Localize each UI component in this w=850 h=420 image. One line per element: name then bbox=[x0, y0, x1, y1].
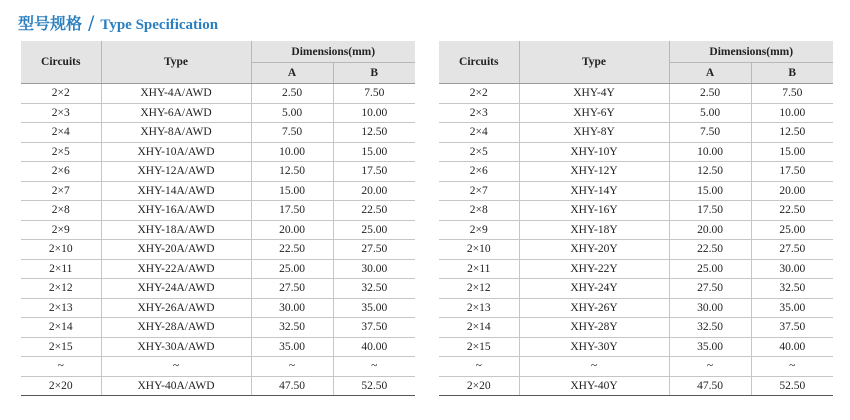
cell-dim-b: 27.50 bbox=[333, 240, 415, 260]
cell-dim-a: 12.50 bbox=[669, 162, 751, 182]
cell-type: XHY-20A/AWD bbox=[101, 240, 251, 260]
cell-circuits: 2×3 bbox=[439, 103, 519, 123]
cell-circuits: 2×20 bbox=[439, 376, 519, 396]
cell-dim-a: 35.00 bbox=[251, 337, 333, 357]
cell-dim-a: 17.50 bbox=[669, 201, 751, 221]
cell-dim-b: 40.00 bbox=[751, 337, 833, 357]
cell-dim-a: 27.50 bbox=[669, 279, 751, 299]
table-row bbox=[21, 220, 415, 240]
cell-circuits: 2×6 bbox=[21, 162, 101, 182]
cell-type: XHY-26Y bbox=[519, 298, 669, 318]
cell-type: ~ bbox=[101, 357, 251, 377]
cell-circuits: 2×15 bbox=[439, 337, 519, 357]
header-dim-b: B bbox=[751, 63, 833, 84]
table-row bbox=[21, 84, 415, 104]
table-row bbox=[21, 298, 415, 318]
cell-dim-b: 15.00 bbox=[333, 142, 415, 162]
cell-circuits: 2×9 bbox=[439, 220, 519, 240]
table-row bbox=[439, 259, 833, 279]
cell-dim-a: 30.00 bbox=[251, 298, 333, 318]
table-row bbox=[21, 279, 415, 299]
cell-dim-a: 25.00 bbox=[669, 259, 751, 279]
cell-circuits: 2×12 bbox=[21, 279, 101, 299]
table-row bbox=[21, 201, 415, 221]
table-row bbox=[439, 337, 833, 357]
cell-circuits: 2×4 bbox=[439, 123, 519, 143]
table-row bbox=[439, 376, 833, 396]
header-dimensions: Dimensions(mm) bbox=[669, 41, 833, 63]
cell-circuits: 2×8 bbox=[439, 201, 519, 221]
cell-dim-b: 10.00 bbox=[333, 103, 415, 123]
cell-type: XHY-12Y bbox=[519, 162, 669, 182]
cell-type: ~ bbox=[519, 357, 669, 377]
cell-dim-b: 25.00 bbox=[333, 220, 415, 240]
cell-dim-b: 7.50 bbox=[751, 84, 833, 104]
cell-dim-b: 22.50 bbox=[333, 201, 415, 221]
table-row bbox=[439, 298, 833, 318]
cell-dim-b: 27.50 bbox=[751, 240, 833, 260]
table-row bbox=[21, 240, 415, 260]
cell-dim-a: 5.00 bbox=[669, 103, 751, 123]
cell-circuits: 2×4 bbox=[21, 123, 101, 143]
table-row bbox=[439, 220, 833, 240]
cell-type: XHY-28A/AWD bbox=[101, 318, 251, 338]
cell-dim-b: 15.00 bbox=[751, 142, 833, 162]
cell-type: XHY-28Y bbox=[519, 318, 669, 338]
cell-dim-b: 7.50 bbox=[333, 84, 415, 104]
table-row bbox=[439, 181, 833, 201]
cell-circuits: 2×10 bbox=[21, 240, 101, 260]
cell-dim-b: 30.00 bbox=[333, 259, 415, 279]
table-row bbox=[21, 162, 415, 182]
cell-dim-b: 10.00 bbox=[751, 103, 833, 123]
title-chinese: 型号规格 bbox=[18, 14, 83, 33]
cell-dim-a: 35.00 bbox=[669, 337, 751, 357]
cell-circuits: 2×9 bbox=[21, 220, 101, 240]
cell-type: XHY-4Y bbox=[519, 84, 669, 104]
cell-dim-b: 52.50 bbox=[751, 376, 833, 396]
cell-dim-b: ~ bbox=[333, 357, 415, 377]
cell-type: XHY-22Y bbox=[519, 259, 669, 279]
table-row bbox=[439, 318, 833, 338]
cell-dim-a: ~ bbox=[251, 357, 333, 377]
cell-circuits: 2×10 bbox=[439, 240, 519, 260]
cell-dim-a: 27.50 bbox=[251, 279, 333, 299]
cell-dim-b: 40.00 bbox=[333, 337, 415, 357]
cell-type: XHY-6A/AWD bbox=[101, 103, 251, 123]
header-type: Type bbox=[519, 41, 669, 84]
cell-type: XHY-26A/AWD bbox=[101, 298, 251, 318]
cell-dim-a: 22.50 bbox=[669, 240, 751, 260]
table-row bbox=[439, 357, 833, 377]
cell-dim-a: 10.00 bbox=[251, 142, 333, 162]
cell-dim-b: 22.50 bbox=[751, 201, 833, 221]
cell-dim-a: 10.00 bbox=[669, 142, 751, 162]
cell-circuits: 2×7 bbox=[21, 181, 101, 201]
cell-dim-a: 17.50 bbox=[251, 201, 333, 221]
table-row bbox=[439, 279, 833, 299]
cell-type: XHY-18A/AWD bbox=[101, 220, 251, 240]
cell-type: XHY-30A/AWD bbox=[101, 337, 251, 357]
cell-dim-a: 12.50 bbox=[251, 162, 333, 182]
cell-circuits: 2×13 bbox=[439, 298, 519, 318]
table-row bbox=[439, 240, 833, 260]
cell-dim-b: 52.50 bbox=[333, 376, 415, 396]
cell-circuits: 2×13 bbox=[21, 298, 101, 318]
cell-circuits: 2×12 bbox=[439, 279, 519, 299]
cell-dim-a: 20.00 bbox=[251, 220, 333, 240]
cell-circuits: 2×15 bbox=[21, 337, 101, 357]
cell-dim-b: 32.50 bbox=[333, 279, 415, 299]
cell-dim-b: 35.00 bbox=[751, 298, 833, 318]
cell-dim-b: 12.50 bbox=[751, 123, 833, 143]
cell-dim-a: 20.00 bbox=[669, 220, 751, 240]
table-row bbox=[439, 103, 833, 123]
table-row bbox=[439, 142, 833, 162]
cell-dim-a: 22.50 bbox=[251, 240, 333, 260]
table-row bbox=[439, 84, 833, 104]
header-dim-b: B bbox=[333, 63, 415, 84]
cell-dim-a: 2.50 bbox=[669, 84, 751, 104]
cell-dim-a: 7.50 bbox=[669, 123, 751, 143]
table-row bbox=[439, 123, 833, 143]
cell-circuits: 2×7 bbox=[439, 181, 519, 201]
cell-circuits: 2×8 bbox=[21, 201, 101, 221]
table-row bbox=[21, 123, 415, 143]
cell-circuits: 2×5 bbox=[21, 142, 101, 162]
table-row bbox=[439, 162, 833, 182]
cell-circuits: 2×11 bbox=[21, 259, 101, 279]
title-english: Type Specification bbox=[100, 17, 219, 33]
table-row bbox=[439, 201, 833, 221]
cell-type: XHY-4A/AWD bbox=[101, 84, 251, 104]
cell-dim-a: 15.00 bbox=[669, 181, 751, 201]
cell-circuits: 2×2 bbox=[439, 84, 519, 104]
cell-type: XHY-8A/AWD bbox=[101, 123, 251, 143]
cell-type: XHY-24Y bbox=[519, 279, 669, 299]
header-dim-a: A bbox=[251, 63, 333, 84]
cell-dim-b: 30.00 bbox=[751, 259, 833, 279]
cell-type: XHY-8Y bbox=[519, 123, 669, 143]
cell-circuits: 2×6 bbox=[439, 162, 519, 182]
cell-circuits: 2×2 bbox=[21, 84, 101, 104]
cell-dim-a: 47.50 bbox=[669, 376, 751, 396]
cell-circuits: ~ bbox=[439, 357, 519, 377]
table-row bbox=[21, 376, 415, 396]
cell-dim-a: 15.00 bbox=[251, 181, 333, 201]
cell-dim-b: 17.50 bbox=[333, 162, 415, 182]
cell-type: XHY-22A/AWD bbox=[101, 259, 251, 279]
header-dim-a: A bbox=[669, 63, 751, 84]
cell-dim-a: 7.50 bbox=[251, 123, 333, 143]
cell-circuits: 2×20 bbox=[21, 376, 101, 396]
cell-dim-b: 32.50 bbox=[751, 279, 833, 299]
cell-dim-a: 32.50 bbox=[251, 318, 333, 338]
cell-dim-b: 17.50 bbox=[751, 162, 833, 182]
cell-dim-a: 2.50 bbox=[251, 84, 333, 104]
cell-type: XHY-24A/AWD bbox=[101, 279, 251, 299]
cell-dim-b: 37.50 bbox=[751, 318, 833, 338]
cell-circuits: 2×14 bbox=[439, 318, 519, 338]
header-circuits: Circuits bbox=[21, 41, 101, 84]
spec-table-awd bbox=[21, 41, 415, 396]
cell-dim-b: 12.50 bbox=[333, 123, 415, 143]
cell-dim-a: 30.00 bbox=[669, 298, 751, 318]
cell-dim-b: 25.00 bbox=[751, 220, 833, 240]
cell-type: XHY-30Y bbox=[519, 337, 669, 357]
cell-dim-b: 20.00 bbox=[751, 181, 833, 201]
table-row bbox=[21, 259, 415, 279]
table-row bbox=[21, 318, 415, 338]
cell-type: XHY-10A/AWD bbox=[101, 142, 251, 162]
cell-circuits: 2×14 bbox=[21, 318, 101, 338]
cell-dim-b: 20.00 bbox=[333, 181, 415, 201]
spec-table-body bbox=[21, 84, 415, 396]
table-row bbox=[21, 103, 415, 123]
cell-circuits: ~ bbox=[21, 357, 101, 377]
table-row bbox=[21, 337, 415, 357]
cell-type: XHY-20Y bbox=[519, 240, 669, 260]
spec-table-y bbox=[439, 41, 833, 396]
cell-circuits: 2×3 bbox=[21, 103, 101, 123]
cell-dim-a: 32.50 bbox=[669, 318, 751, 338]
cell-type: XHY-14A/AWD bbox=[101, 181, 251, 201]
cell-circuits: 2×5 bbox=[439, 142, 519, 162]
cell-type: XHY-40Y bbox=[519, 376, 669, 396]
cell-dim-a: ~ bbox=[669, 357, 751, 377]
table-row bbox=[21, 357, 415, 377]
table-row bbox=[21, 181, 415, 201]
title-separator: / bbox=[88, 12, 95, 34]
cell-type: XHY-18Y bbox=[519, 220, 669, 240]
cell-type: XHY-16Y bbox=[519, 201, 669, 221]
cell-type: XHY-14Y bbox=[519, 181, 669, 201]
cell-dim-a: 5.00 bbox=[251, 103, 333, 123]
cell-type: XHY-40A/AWD bbox=[101, 376, 251, 396]
cell-type: XHY-12A/AWD bbox=[101, 162, 251, 182]
spec-table-body bbox=[439, 84, 833, 396]
cell-dim-a: 47.50 bbox=[251, 376, 333, 396]
cell-dim-b: 37.50 bbox=[333, 318, 415, 338]
header-type: Type bbox=[101, 41, 251, 84]
cell-type: XHY-16A/AWD bbox=[101, 201, 251, 221]
cell-type: XHY-6Y bbox=[519, 103, 669, 123]
cell-dim-b: 35.00 bbox=[333, 298, 415, 318]
cell-circuits: 2×11 bbox=[439, 259, 519, 279]
cell-dim-a: 25.00 bbox=[251, 259, 333, 279]
header-dimensions: Dimensions(mm) bbox=[251, 41, 415, 63]
page-title bbox=[18, 10, 218, 36]
cell-dim-b: ~ bbox=[751, 357, 833, 377]
cell-type: XHY-10Y bbox=[519, 142, 669, 162]
table-row bbox=[21, 142, 415, 162]
header-circuits: Circuits bbox=[439, 41, 519, 84]
